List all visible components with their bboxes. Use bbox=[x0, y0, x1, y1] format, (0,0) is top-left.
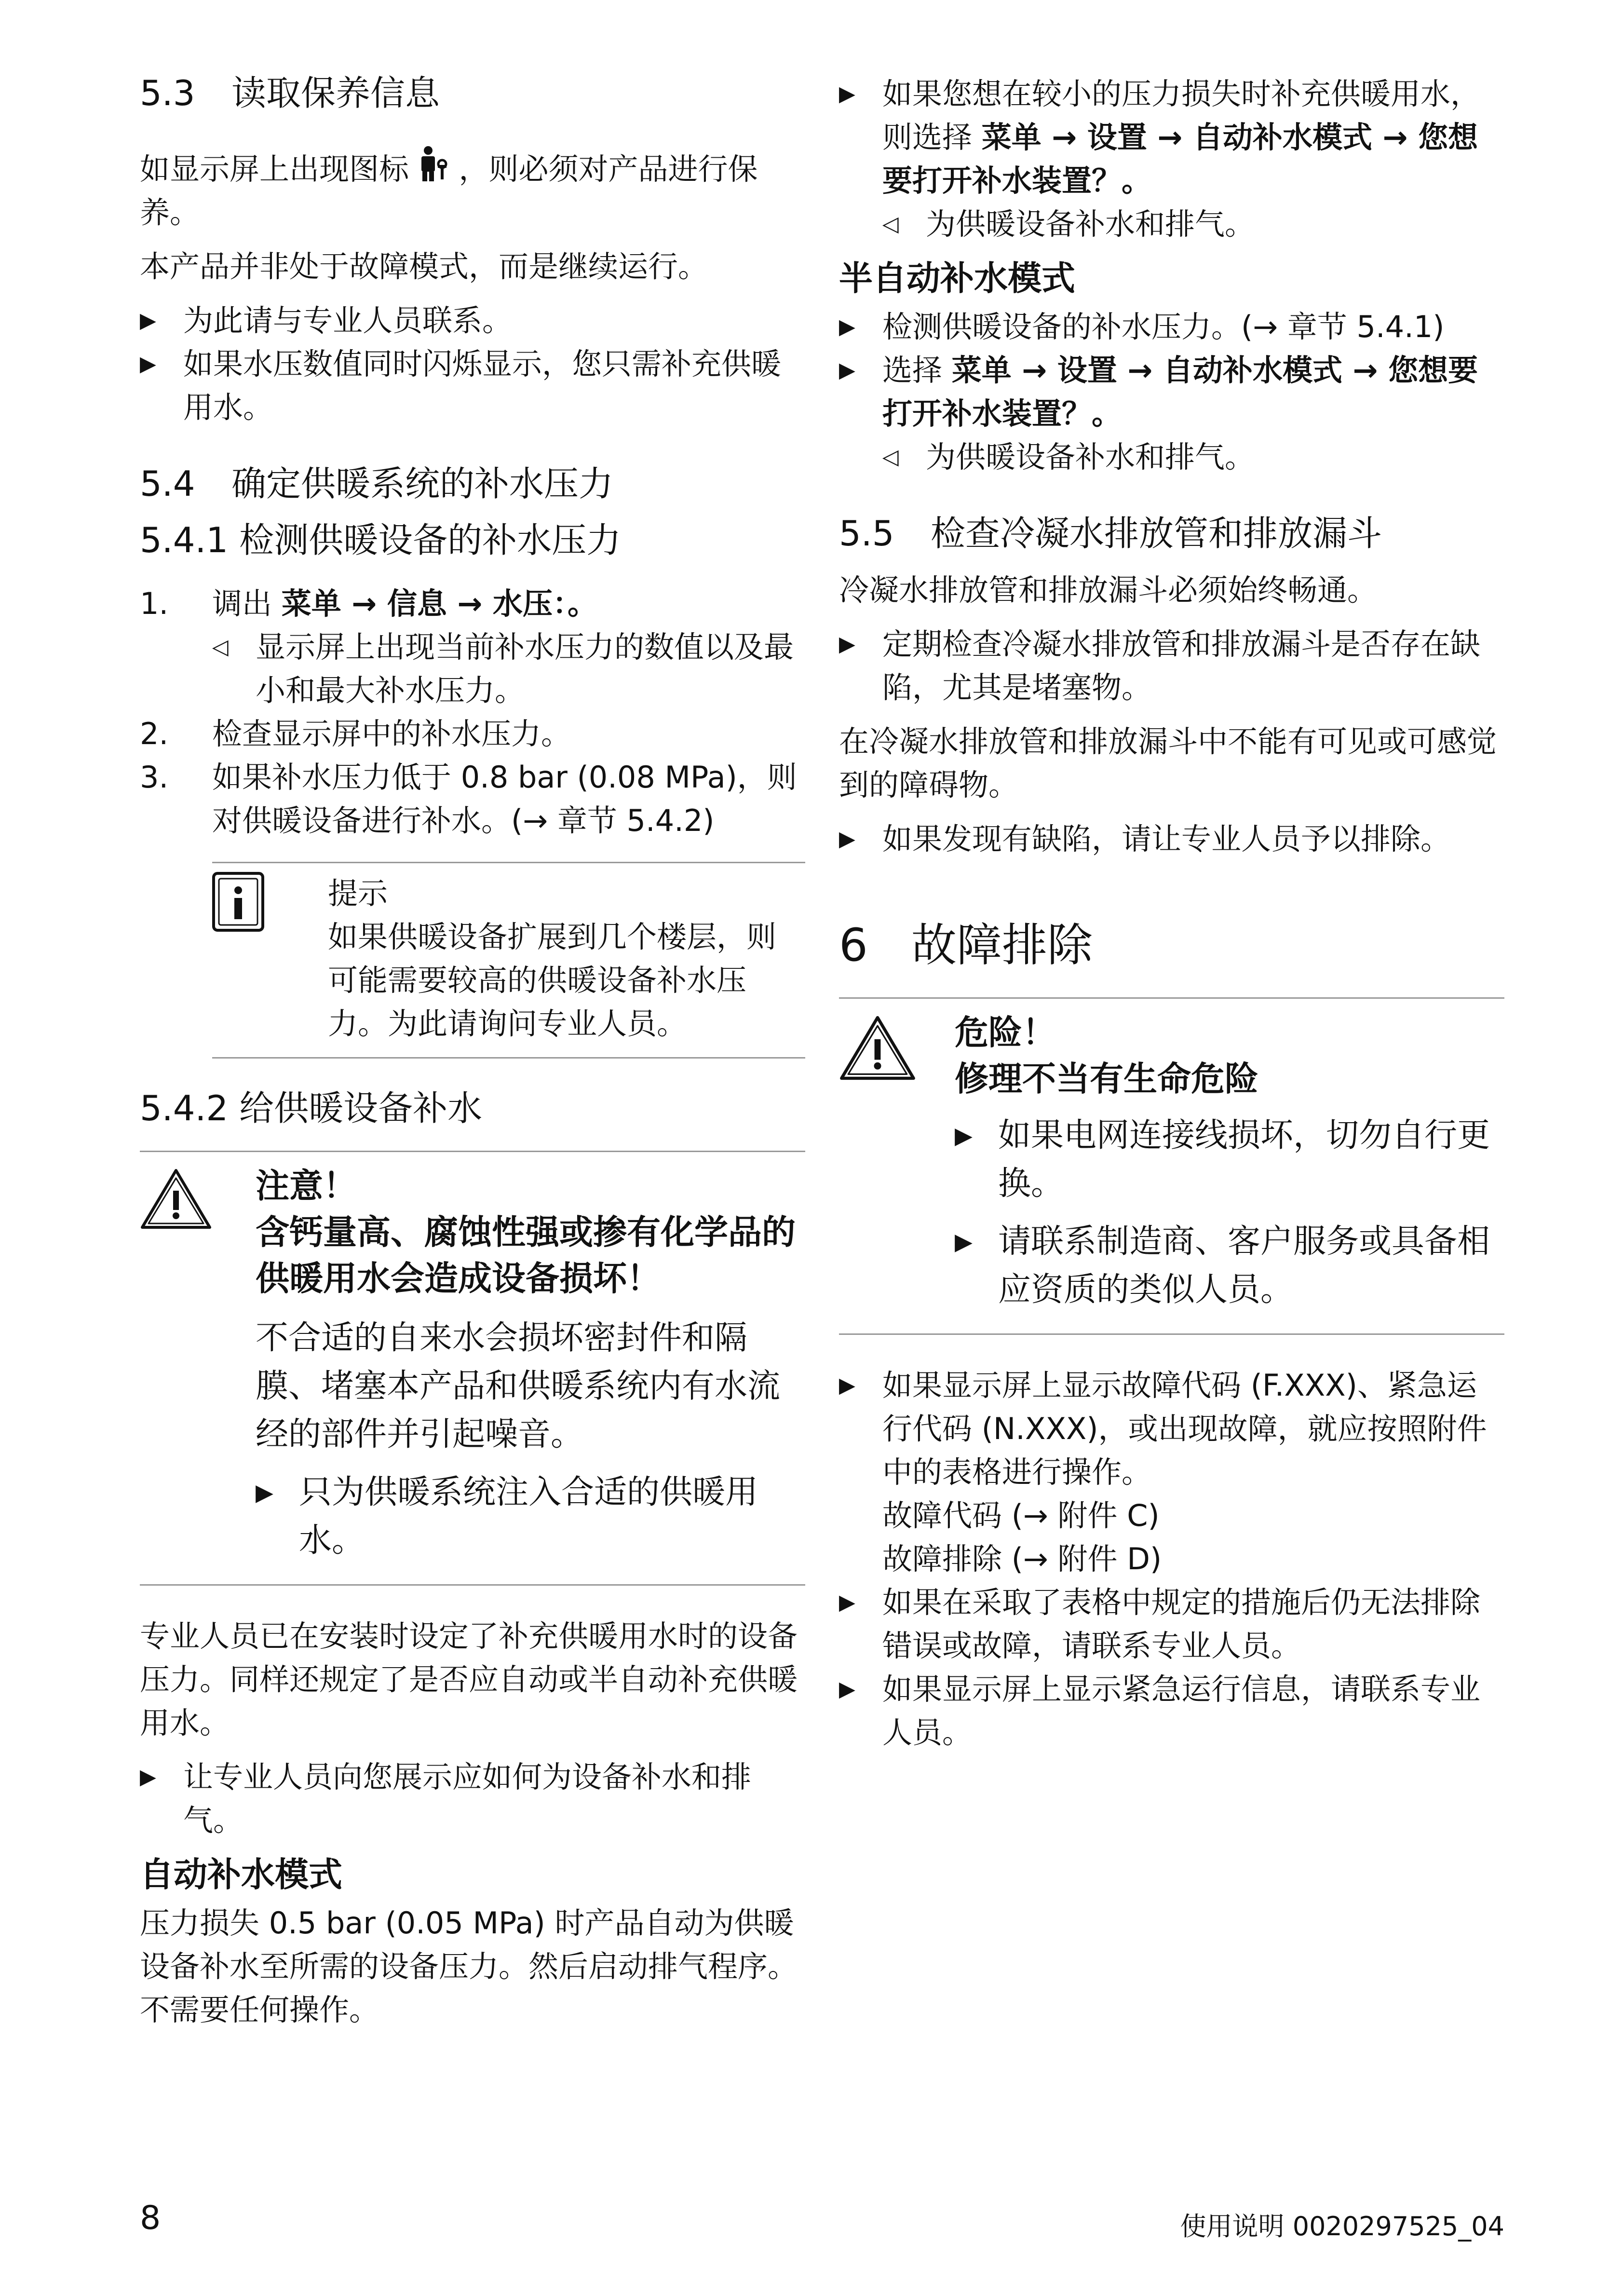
bullet-arrow-icon: ▶ bbox=[140, 1764, 156, 1789]
page-number: 8 bbox=[140, 2199, 161, 2237]
refill-bullets bbox=[839, 72, 1504, 246]
info-icon bbox=[212, 872, 264, 932]
maintenance-paragraph: 如显示屏上出现图标 ，则必须对产品进行保养。 bbox=[140, 146, 805, 234]
pressure-check-steps bbox=[140, 582, 805, 842]
bullet-arrow-icon: ▶ bbox=[839, 1677, 855, 1702]
info-note bbox=[212, 862, 805, 1059]
list-item: ▶ 如果电网连接线损坏，切勿自行更换。 bbox=[955, 1112, 1504, 1208]
warning-triangle-icon bbox=[140, 1168, 212, 1230]
list-item: ▶ 定期检查冷凝水排放管和排放漏斗是否存在缺陷，尤其是堵塞物。 bbox=[839, 623, 1504, 709]
list-item: ▶ 只为供暖系统注入合适的供暖用水。 bbox=[256, 1468, 805, 1565]
section-5-4-1-heading: 5.4.1 检测供暖设备的补水压力 bbox=[140, 519, 622, 560]
list-item: 3. 如果补水压力低于 0.8 bar (0.08 MPa)，则对供暖设备进行补水。(→ 章节 5.4.2) bbox=[140, 760, 797, 839]
bullet-arrow-icon: ▶ bbox=[256, 1479, 273, 1506]
maintenance-bullets bbox=[140, 299, 805, 429]
bullet-arrow-icon: ▶ bbox=[839, 632, 855, 657]
condensate-bullets bbox=[839, 623, 1504, 709]
document-id: 使用说明 0020297525_04 bbox=[1180, 2211, 1504, 2242]
condensate-paragraph: 冷凝水排放管和排放漏斗必须始终畅通。 bbox=[839, 572, 1378, 608]
fill-bullets bbox=[140, 1755, 805, 1842]
list-item: ▶ 为此请与专业人员联系。 bbox=[140, 299, 805, 342]
result-triangle-icon: ◁ bbox=[212, 635, 229, 660]
caution-warning bbox=[140, 1151, 805, 1586]
step-result: ◁ 为供暖设备补水和排气。 bbox=[882, 203, 1504, 246]
list-item: ▶ 如果显示屏上显示故障代码 (F.XXX)、紧急运行代码 (N.XXX)，或出现故障，就应按照附件中的表格进行操作。 故障代码 (→ 附件 C) 故障排除 (→ 附件 D) bbox=[839, 1364, 1504, 1581]
right-column bbox=[839, 72, 1504, 1765]
not-fault-paragraph: 本产品并非处于故障模式，而是继续运行。 bbox=[140, 249, 708, 285]
result-triangle-icon: ◁ bbox=[882, 445, 899, 469]
warning-title: 含钙量高、腐蚀性强或掺有化学品的供暖用水会造成设备损坏！ bbox=[256, 1212, 796, 1298]
auto-fill-heading: 自动补水模式 bbox=[140, 1854, 342, 1894]
list-item: ▶ 如果发现有缺陷，请让专业人员予以排除。 bbox=[839, 817, 1504, 861]
section-5-5-heading: 5.5 检查冷凝水排放管和排放漏斗 bbox=[839, 513, 1382, 554]
semi-auto-bullets bbox=[839, 305, 1504, 479]
bullet-arrow-icon: ▶ bbox=[839, 314, 855, 339]
note-title: 提示 bbox=[328, 876, 388, 911]
fault-code-reference: 故障代码 (→ 附件 C) bbox=[882, 1498, 1160, 1534]
step-result: ◁ 为供暖设备补水和排气。 bbox=[882, 435, 1504, 479]
chapter-6-heading: 6 故障排除 bbox=[839, 919, 1093, 972]
section-5-3-heading: 5.3 读取保养信息 bbox=[140, 73, 440, 113]
bullet-arrow-icon: ▶ bbox=[839, 1590, 855, 1615]
left-column bbox=[140, 72, 805, 2042]
bullet-arrow-icon: ▶ bbox=[839, 827, 855, 852]
pressure-setting-paragraph: 专业人员已在安装时设定了补充供暖用水时的设备压力。同样还规定了是否应自动或半自动补充供暖用水。 bbox=[140, 1618, 798, 1740]
note-text: 如果供暖设备扩展到几个楼层，则可能需要较高的供暖设备补水压力。为此请询问专业人员。 bbox=[328, 919, 777, 1042]
bullet-arrow-icon: ▶ bbox=[839, 1373, 855, 1398]
list-item: ▶ 请联系制造商、客户服务或具备相应资质的类似人员。 bbox=[955, 1218, 1504, 1314]
list-item: ▶ 如果您想在较小的压力损失时补充供暖用水，则选择 菜单 → 设置 → 自动补水模式 → 您想要打开补水装置？。 ◁ 为供暖设备补水和排气。 bbox=[839, 72, 1504, 246]
warning-signal-word: 注意！ bbox=[256, 1166, 357, 1206]
maintenance-person-wrench-icon bbox=[419, 146, 449, 182]
danger-warning bbox=[839, 997, 1504, 1335]
list-item: ▶ 选择 菜单 → 设置 → 自动补水模式 → 您想要打开补水装置？。 ◁ 为供暖设备补水和排气。 bbox=[839, 349, 1504, 479]
list-item: ▶ 检测供暖设备的补水压力。(→ 章节 5.4.1) bbox=[839, 305, 1504, 349]
danger-signal-word: 危险！ bbox=[955, 1013, 1056, 1053]
list-item: 1. 调出 菜单 → 信息 → 水压：。 ◁ 显示屏上出现当前补水压力的数值以及最小和最大补水压力。 bbox=[140, 582, 805, 712]
defect-bullets bbox=[839, 817, 1504, 861]
result-triangle-icon: ◁ bbox=[882, 212, 899, 236]
semi-auto-heading: 半自动补水模式 bbox=[839, 258, 1075, 298]
fault-bullets bbox=[839, 1364, 1504, 1754]
step-result: ◁ 显示屏上出现当前补水压力的数值以及最小和最大补水压力。 bbox=[212, 625, 805, 712]
bullet-arrow-icon: ▶ bbox=[140, 352, 156, 377]
list-item: ▶ 如果在采取了表格中规定的措施后仍无法排除错误或故障，请联系专业人员。 bbox=[839, 1581, 1504, 1668]
danger-title: 修理不当有生命危险 bbox=[955, 1059, 1258, 1099]
section-5-4-2-heading: 5.4.2 给供暖设备补水 bbox=[140, 1088, 483, 1129]
list-item: 2. 检查显示屏中的补水压力。 bbox=[140, 716, 571, 752]
warning-text: 不合适的自来水会损坏密封件和隔膜、堵塞本产品和供暖系统内有水流经的部件并引起噪音。 bbox=[256, 1318, 781, 1454]
obstruction-paragraph: 在冷凝水排放管和排放漏斗中不能有可见或可感觉到的障碍物。 bbox=[839, 724, 1497, 803]
bullet-arrow-icon: ▶ bbox=[839, 82, 855, 106]
bullet-arrow-icon: ▶ bbox=[839, 358, 855, 382]
bullet-arrow-icon: ▶ bbox=[955, 1122, 973, 1150]
bullet-arrow-icon: ▶ bbox=[955, 1228, 973, 1256]
list-item: ▶ 如果显示屏上显示紧急运行信息，请联系专业人员。 bbox=[839, 1668, 1504, 1754]
section-5-4-heading: 5.4 确定供暖系统的补水压力 bbox=[140, 463, 614, 504]
bullet-arrow-icon: ▶ bbox=[140, 308, 156, 333]
auto-fill-paragraph: 压力损失 0.5 bar (0.05 MPa) 时产品自动为供暖设备补水至所需的设备压力。然后启动排气程序。不需要任何操作。 bbox=[140, 1905, 798, 2027]
warning-triangle-icon bbox=[839, 1014, 916, 1082]
list-item: ▶ 让专业人员向您展示应如何为设备补水和排气。 bbox=[140, 1755, 805, 1842]
list-item: ▶ 如果水压数值同时闪烁显示，您只需补充供暖用水。 bbox=[140, 342, 805, 429]
troubleshooting-reference: 故障排除 (→ 附件 D) bbox=[882, 1541, 1162, 1577]
